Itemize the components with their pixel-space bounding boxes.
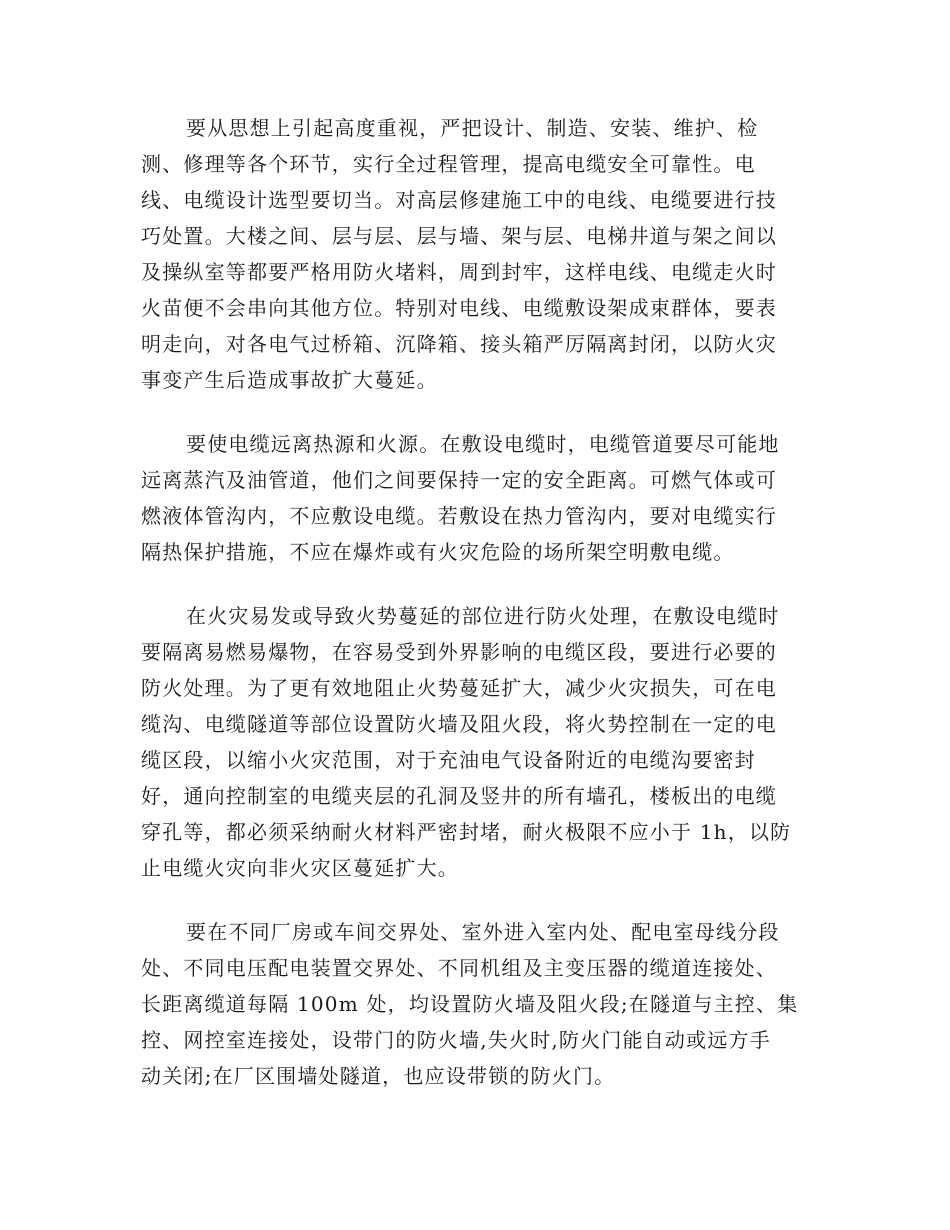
paragraph-heat-source-distance <box>141 426 796 570</box>
text-line: 及操纵室等都要严格用防火堵料，周到封牢，这样电线、电缆走火时 <box>141 260 777 284</box>
text-line: 好，通向控制室的电缆夹层的孔洞及竖井的所有墙孔，楼板出的电缆 <box>141 784 777 808</box>
text-line: 要使电缆远离热源和火源。在敷设电缆时，电缆管道要尽可能地 <box>186 432 780 456</box>
text-line: 隔热保护措施，不应在爆炸或有火灾危险的场所架空明敷电缆。 <box>141 540 735 564</box>
text-line: 线、电缆设计选型要切当。对高层修建施工中的电线、电缆要进行技 <box>141 188 777 212</box>
text-line: 防火处理。为了更有效地阻止火势蔓延扩大，减少火灾损失，可在电 <box>141 676 777 700</box>
text-line: 火苗便不会串向其他方位。特别对电线、电缆敷设架成束群体，要表 <box>141 296 777 320</box>
text-line: 要从思想上引起高度重视，严把设计、制造、安装、维护、检 <box>186 116 759 140</box>
text-line: 长距离缆道每隔 100m 处，均设置防火墙及阻火段;在隧道与主控、集 <box>141 992 799 1016</box>
paragraph-fire-prevention-treatment <box>141 598 796 886</box>
text-line: 穿孔等，都必须采纳耐火材料严密封堵，耐火极限不应小于 1h，以防 <box>141 820 792 844</box>
text-line: 燃液体管沟内，不应敷设电缆。若敷设在热力管沟内，要对电缆实行 <box>141 504 777 528</box>
text-line: 处、不同电压配电装置交界处、不同机组及主变压器的缆道连接处、 <box>141 956 777 980</box>
paragraph-cable-safety-management <box>141 110 796 398</box>
text-line: 明走向，对各电气过桥箱、沉降箱、接头箱严厉隔离封闭，以防火灾 <box>141 332 777 356</box>
text-line: 控、网控室连接处，设带门的防火墙,失火时,防火门能自动或远方手 <box>141 1028 771 1052</box>
text-line: 事变产生后造成事故扩大蔓延。 <box>141 368 438 392</box>
text-line: 在火灾易发或导致火势蔓延的部位进行防火处理，在敷设电缆时 <box>186 604 780 628</box>
paragraph-firewall-placement <box>141 914 799 1094</box>
document-body <box>141 110 799 1122</box>
text-line: 测、修理等各个环节，实行全过程管理，提高电缆安全可靠性。电 <box>141 152 756 176</box>
text-line: 缆沟、电缆隧道等部位设置防火墙及阻火段，将火势控制在一定的电 <box>141 712 777 736</box>
text-line: 动关闭;在厂区围墙处隧道，也应设带锁的防火门。 <box>141 1064 616 1088</box>
text-line: 巧处置。大楼之间、层与层、层与墙、架与层、电梯井道与架之间以 <box>141 224 777 248</box>
text-line: 止电缆火灾向非火灾区蔓延扩大。 <box>141 856 459 880</box>
text-line: 远离蒸汽及油管道，他们之间要保持一定的安全距离。可燃气体或可 <box>141 468 777 492</box>
text-line: 缆区段，以缩小火灾范围，对于充油电气设备附近的电缆沟要密封 <box>141 748 756 772</box>
text-line: 要隔离易燃易爆物，在容易受到外界影响的电缆区段，要进行必要的 <box>141 640 777 664</box>
text-line: 要在不同厂房或车间交界处、室外进入室内处、配电室母线分段 <box>186 920 780 944</box>
